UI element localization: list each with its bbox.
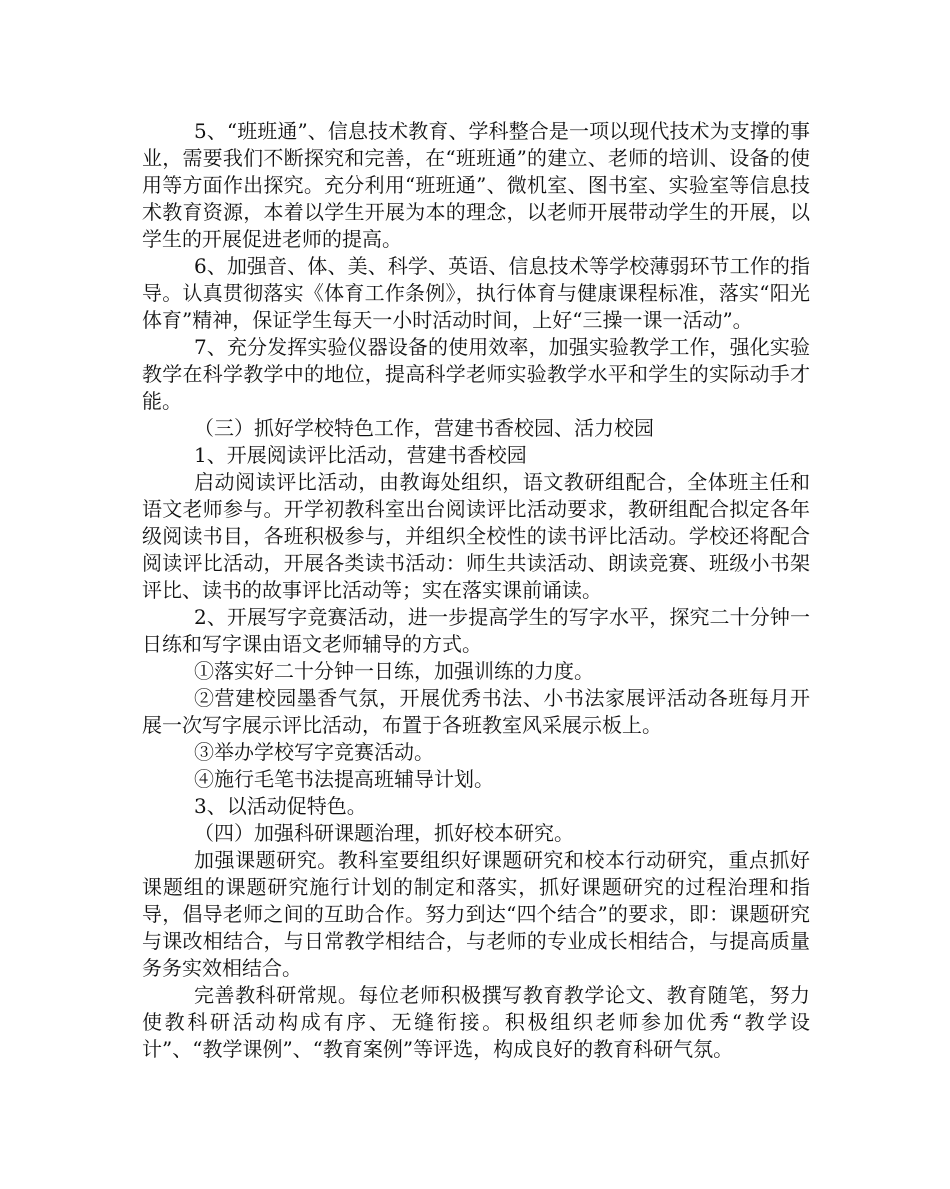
list-item-3: ③举办学校写字竞赛活动。 — [194, 740, 434, 764]
section-heading-4: （四）加强科研课题治理，抓好校本研究。 — [194, 821, 574, 845]
document-body — [142, 118, 810, 1063]
paragraph-research: 加强课题研究。教科室要组织好课题研究和校本行动研究，重点抓好课题组的课题研究施行计划的制定和落实，抓好课题研究的过程治理和指导，倡导老师之间的互助合作。努力到达“四个结合”的要求，即：课题研究与课改相结合，与日常教学相结合，与老师的专业成长相结合，与提高质量务务实效相结合。 — [142, 848, 810, 980]
section-heading-3: （三）抓好学校特色工作，营建书香校园、活力校园 — [194, 416, 654, 440]
paragraph-item-6: 6、加强音、体、美、科学、英语、信息技术等学校薄弱环节工作的指导。认真贯彻落实《体育工作条例》，执行体育与健康课程标准，落实“阳光体育”精神，保证学生每天一小时活动时间，上好“三操一课一活动”。 — [142, 254, 810, 332]
list-item-1: ①落实好二十分钟一日练，加强训练的力度。 — [194, 659, 594, 683]
paragraph-item-7: 7、充分发挥实验仪器设备的使用效率，加强实验教学工作，强化实验教学在科学教学中的地位，提高科学老师实验教学水平和学生的实际动手才能。 — [142, 335, 810, 413]
paragraph-routine: 完善教科研常规。每位老师积极撰写教育教学论文、教育随笔，努力使教科研活动构成有序、无缝衔接。积极组织老师参加优秀“教学设计”、“教学课例”、“教育案例”等评选，构成良好的教育科研气氛。 — [142, 983, 810, 1061]
paragraph-reading-details: 启动阅读评比活动，由教诲处组织，语文教研组配合，全体班主任和语文老师参与。开学初教科室出台阅读评比活动要求，教研组配合拟定各年级阅读书目，各班积极参与，并组织全校性的读书评比活动。学校还将配合阅读评比活动，开展各类读书活动：师生共读活动、朗读竞赛、班级小书架评比、读书的故事评比活动等；实在落实课前诵读。 — [142, 470, 810, 602]
paragraph-item-5: 5、“班班通”、信息技术教育、学科整合是一项以现代技术为支撑的事业，需要我们不断探究和完善，在“班班通”的建立、老师的培训、设备的使用等方面作出探究。充分利用“班班通”、微机室、图书室、实验室等信息技术教育资源，本着以学生开展为本的理念，以老师开展带动学生的开展，以学生的开展促进老师的提高。 — [142, 119, 810, 251]
subheading-reading: 1、开展阅读评比活动，营建书香校园 — [194, 443, 527, 467]
subheading-writing: 2、开展写字竞赛活动，进一步提高学生的写字水平，探究二十分钟一日练和写字课由语文老师辅导的方式。 — [142, 605, 810, 656]
list-item-2: ②营建校园墨香气氛，开展优秀书法、小书法家展评活动各班每月开展一次写字展示评比活动，布置于各班教室风采展示板上。 — [142, 686, 810, 737]
subheading-activities: 3、以活动促特色。 — [194, 794, 367, 818]
list-item-4: ④施行毛笔书法提高班辅导计划。 — [194, 767, 494, 791]
